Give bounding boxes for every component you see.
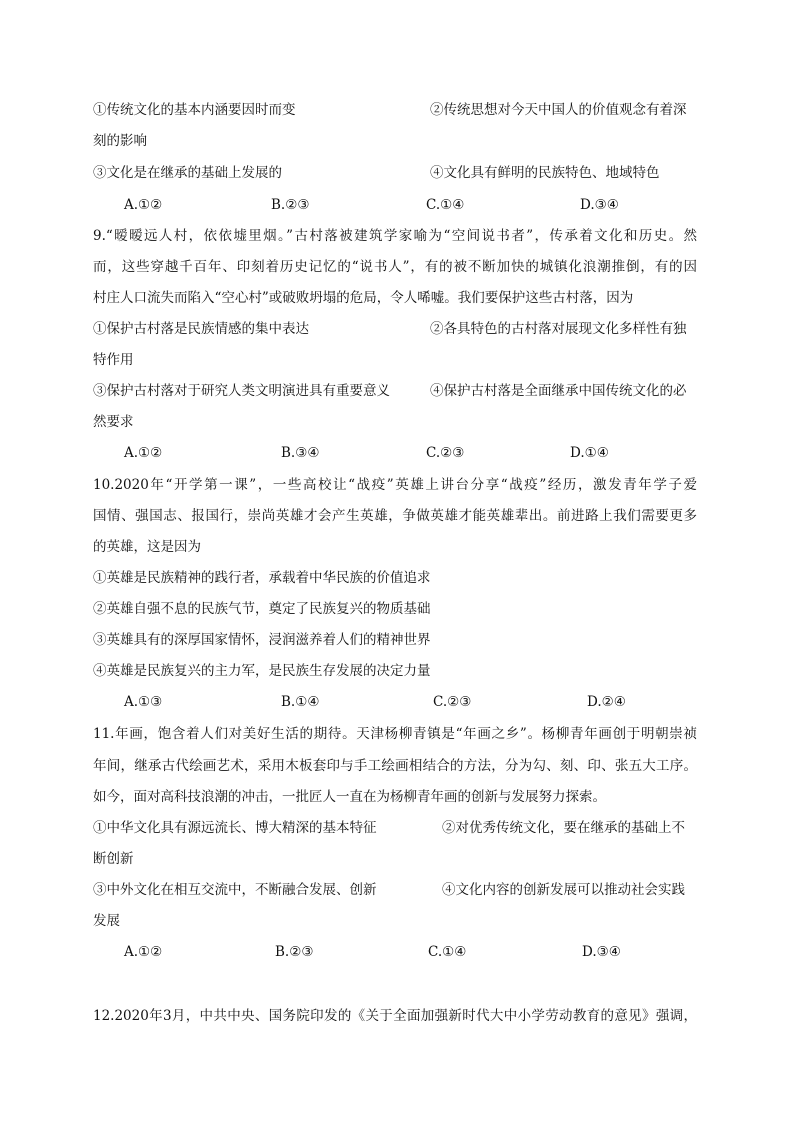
q8-choice-c: C.①④	[426, 197, 465, 213]
q9-option-2-cont: 特作用	[93, 352, 134, 368]
q11-option-3: ③中外文化在相互交流中，不断融合发展、创新	[93, 882, 377, 898]
q8-option-2-cont: 刻的影响	[93, 133, 147, 149]
q8-option-3: ③文化是在继承的基础上发展的	[93, 165, 282, 181]
q9-stem-line-3: 村庄人口流失而陷入“空心村”或破败坍塌的危局，令人唏嘘。我们要保护这些古村落，因为	[93, 290, 634, 306]
q9-choice-b: B.③④	[281, 445, 320, 461]
q10-option-4: ④英雄是民族复兴的主力军，是民族生存发展的决定力量	[93, 663, 431, 679]
q9-option-4: ④保护古村落是全面继承中国传统文化的必	[430, 383, 687, 399]
q9-choice-a: A.①②	[124, 445, 163, 461]
q11-option-4: ④文化内容的创新发展可以推动社会实践	[442, 882, 685, 898]
q10-choice-b: B.①④	[281, 694, 320, 710]
q11-option-2: ②对优秀传统文化，要在继承的基础上不	[442, 820, 685, 836]
q10-choice-d: D.②④	[587, 694, 626, 710]
q8-choice-b: B.②③	[271, 197, 310, 213]
q10-option-3: ③英雄具有的深厚国家情怀，浸润滋养着人们的精神世界	[93, 632, 431, 648]
q9-option-2: ②各具特色的古村落对展现文化多样性有独	[430, 321, 687, 337]
q11-choice-c: C.①④	[428, 944, 467, 960]
q11-option-1: ①中华文化具有源远流长、博大精深的基本特征	[93, 820, 377, 836]
q11-choice-b: B.②③	[275, 944, 314, 960]
q9-option-3: ③保护古村落对于研究人类文明演进具有重要意义	[93, 383, 390, 399]
q11-choice-d: D.③④	[582, 944, 621, 960]
q11-option-4-cont: 发展	[93, 913, 120, 929]
q12-stem-line-1: 12.2020年3月，中共中央、国务院印发的《关于全面加强新时代大中小学劳动教育的意见》强调，	[93, 1008, 697, 1024]
q8-choice-a: A.①②	[124, 197, 163, 213]
q10-choice-a: A.①③	[124, 694, 163, 710]
q10-stem-line-3: 的英雄，这是因为	[93, 539, 201, 555]
q8-option-2: ②传统思想对今天中国人的价值观念有着深	[430, 102, 687, 118]
q10-option-2: ②英雄自强不息的民族气节，奠定了民族复兴的物质基础	[93, 601, 431, 617]
q10-stem-line-1: 10.2020年“开学第一课”，一些高校让“战疫”英雄上讲台分享“战疫”经历，激发青年学子爱	[93, 477, 697, 493]
q8-choice-d: D.③④	[580, 197, 619, 213]
q11-stem-line-3: 如今，面对高科技浪潮的冲击，一批匠人一直在为杨柳青年画的创新与发展努力探索。	[93, 789, 606, 805]
q9-option-1: ①保护古村落是民族情感的集中表达	[93, 321, 309, 337]
q11-stem-line-2: 年间，继承古代绘画艺术，采用木板套印与手工绘画相结合的方法，分为勾、刻、印、张五大工序。	[93, 758, 697, 774]
q9-stem-line-2: 而，这些穿越千百年、印刻着历史记忆的“说书人”，有的被不断加快的城镇化浪潮推倒，有的因	[93, 259, 697, 275]
q10-stem-line-2: 国情、强国志、报国行，崇尚英雄才会产生英雄，争做英雄才能英雄辈出。前进路上我们需要更多	[93, 508, 697, 524]
q9-choice-c: C.②③	[426, 445, 465, 461]
q9-stem-line-1: 9.“暧暧远人村，依依墟里烟。”古村落被建筑学家喻为“空间说书者”，传承着文化和历史。然	[93, 228, 697, 244]
q11-option-2-cont: 断创新	[93, 851, 134, 867]
q10-choice-c: C.②③	[433, 694, 472, 710]
q8-option-1: ①传统文化的基本内涵要因时而变	[93, 102, 296, 118]
q9-choice-d: D.①④	[570, 445, 609, 461]
q11-stem-line-1: 11.年画，饱含着人们对美好生活的期待。天津杨柳青镇是“年画之乡”。杨柳青年画创于明朝崇祯	[93, 726, 697, 742]
q11-choice-a: A.①②	[124, 944, 163, 960]
q8-option-4: ④文化具有鲜明的民族特色、地域特色	[430, 165, 660, 181]
q10-option-1: ①英雄是民族精神的践行者，承载着中华民族的价值追求	[93, 570, 431, 586]
q9-option-4-cont: 然要求	[93, 414, 134, 430]
